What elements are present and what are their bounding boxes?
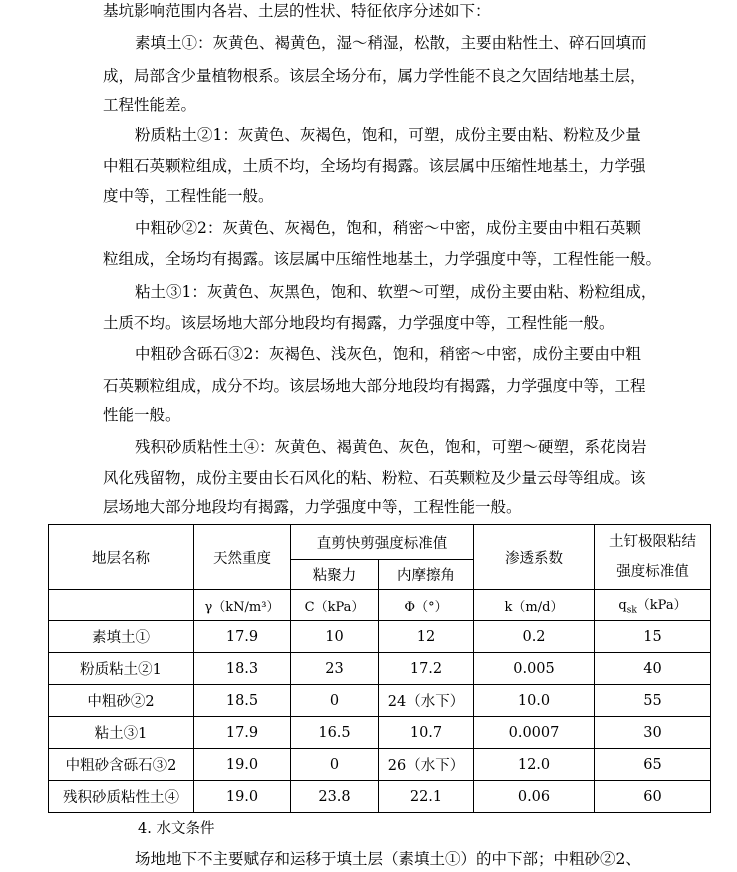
- unit-nail-sub: sk: [626, 605, 637, 616]
- table-unit-row: [49, 590, 711, 621]
- cell-cohesion: 10: [291, 621, 379, 653]
- paragraph-line: 度中等，工程性能一般。: [103, 187, 274, 205]
- unit-name-empty: [49, 590, 194, 621]
- table-row: [49, 653, 711, 685]
- cell-permeability: 10.0: [474, 685, 595, 717]
- header-density: 天然重度: [194, 525, 291, 590]
- cell-friction: 26（水下）: [379, 749, 474, 781]
- cell-nail: 30: [595, 717, 711, 749]
- cell-name: 残积砂质粘性土④: [49, 781, 194, 813]
- cell-nail: 55: [595, 685, 711, 717]
- cell-cohesion: 16.5: [291, 717, 379, 749]
- paragraph-line: 中粗石英颗粒组成，土质不均，全场均有揭露。该层属中压缩性地基土，力学强: [103, 157, 646, 175]
- paragraph-line: 素填土①：灰黄色、褐黄色，湿～稍湿，松散，主要由粘性土、碎石回填而: [135, 34, 647, 52]
- paragraph-line: 成，局部含少量植物根系。该层全场分布，属力学性能不良之欠固结地基土层，: [103, 67, 646, 85]
- cell-cohesion: 23: [291, 653, 379, 685]
- cell-friction: 17.2: [379, 653, 474, 685]
- cell-name: 粘土③1: [49, 717, 194, 749]
- paragraph-line: 中粗砂②2：灰黄色、灰褐色，饱和，稍密～中密，成份主要由中粗石英颗: [135, 219, 641, 237]
- cell-permeability: 0.2: [474, 621, 595, 653]
- cell-density: 19.0: [194, 749, 291, 781]
- paragraph-line: 土质不均。该层场地大部分地段均有揭露，力学强度中等，工程性能一般。: [103, 314, 615, 332]
- cell-nail: 60: [595, 781, 711, 813]
- cell-cohesion: 0: [291, 749, 379, 781]
- paragraph-line: 粘土③1：灰黄色、灰黑色，饱和、软塑～可塑，成份主要由粘、粉粒组成，: [135, 283, 657, 301]
- header-nail-line1: 土钉极限粘结: [609, 534, 696, 550]
- soil-parameter-table: [48, 524, 711, 813]
- cell-friction: 24（水下）: [379, 685, 474, 717]
- paragraph-line: 石英颗粒组成，成分不均。该层场地大部分地段均有揭露，力学强度中等，工程: [103, 377, 646, 395]
- header-nail-strength: [595, 525, 711, 590]
- cell-cohesion: 0: [291, 685, 379, 717]
- section-heading: 4. 水文条件: [138, 821, 215, 837]
- header-name: 地层名称: [49, 525, 194, 590]
- cell-cohesion: 23.8: [291, 781, 379, 813]
- cell-permeability: 0.06: [474, 781, 595, 813]
- cell-density: 17.9: [194, 621, 291, 653]
- cell-name: 中粗砂②2: [49, 685, 194, 717]
- cell-permeability: 0.005: [474, 653, 595, 685]
- intro-text: 基坑影响范围内各岩、土层的性状、特征依序分述如下：: [103, 2, 491, 20]
- header-cohesion: 粘聚力: [291, 560, 379, 590]
- header-friction: 内摩擦角: [379, 560, 474, 590]
- paragraph-line: 场地地下不主要赋存和运移于填土层（素填土①）的中下部；中粗砂②2、: [135, 850, 641, 868]
- table-header-row: [49, 525, 711, 560]
- table-row: [49, 781, 711, 813]
- cell-permeability: 0.0007: [474, 717, 595, 749]
- paragraph-line: 层场地大部分地段均有揭露，力学强度中等，工程性能一般。: [103, 498, 522, 516]
- unit-friction: Φ（°）: [379, 590, 474, 621]
- cell-density: 18.5: [194, 685, 291, 717]
- cell-permeability: 12.0: [474, 749, 595, 781]
- cell-name: 中粗砂含砾石③2: [49, 749, 194, 781]
- table-row: [49, 621, 711, 653]
- table-row: [49, 685, 711, 717]
- cell-nail: 15: [595, 621, 711, 653]
- cell-density: 19.0: [194, 781, 291, 813]
- unit-nail-unit: （kPa）: [636, 598, 687, 614]
- paragraph-line: 残积砂质粘性土④：灰黄色、褐黄色、灰色，饱和，可塑～硬塑，系花岗岩: [135, 438, 647, 456]
- paragraph-line: 粉质粘土②1：灰黄色、灰褐色，饱和，可塑，成份主要由粘、粉粒及少量: [135, 126, 641, 144]
- cell-density: 18.3: [194, 653, 291, 685]
- paragraph-line: 风化残留物，成份主要由长石风化的粘、粉粒、石英颗粒及少量云母等组成。该: [103, 469, 646, 487]
- paragraph-line: 工程性能差。: [103, 96, 197, 114]
- cell-name: 粉质粘土②1: [49, 653, 194, 685]
- cell-friction: 10.7: [379, 717, 474, 749]
- unit-density: γ（kN/m³）: [194, 590, 291, 621]
- unit-permeability: k（m/d）: [474, 590, 595, 621]
- paragraph-line: 粒组成，全场均有揭露。该层属中压缩性地基土，力学强度中等，工程性能一般。: [103, 250, 662, 268]
- header-nail-line2: 强度标准值: [616, 564, 689, 580]
- cell-nail: 40: [595, 653, 711, 685]
- table-row: [49, 749, 711, 781]
- cell-density: 17.9: [194, 717, 291, 749]
- cell-nail: 65: [595, 749, 711, 781]
- paragraph-line: 性能一般。: [103, 406, 181, 424]
- unit-cohesion: C（kPa）: [291, 590, 379, 621]
- paragraph-line: 中粗砂含砾石③2：灰褐色、浅灰色，饱和，稍密～中密，成份主要由中粗: [135, 345, 641, 363]
- unit-nail-q: q: [618, 598, 627, 614]
- unit-nail: [595, 590, 711, 621]
- table-row: [49, 717, 711, 749]
- cell-name: 素填土①: [49, 621, 194, 653]
- cell-friction: 22.1: [379, 781, 474, 813]
- header-permeability: 渗透系数: [474, 525, 595, 590]
- cell-friction: 12: [379, 621, 474, 653]
- header-shear: 直剪快剪强度标准值: [291, 525, 474, 560]
